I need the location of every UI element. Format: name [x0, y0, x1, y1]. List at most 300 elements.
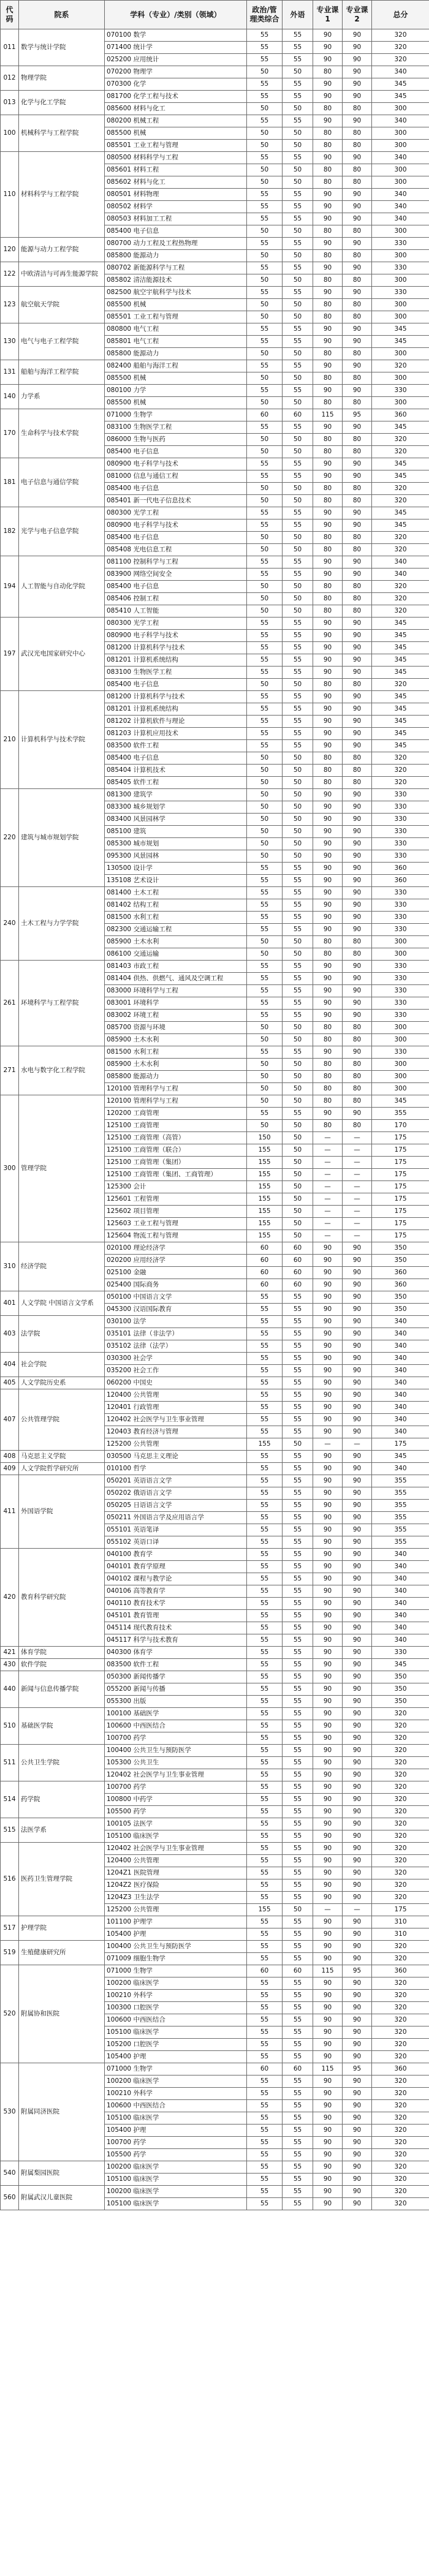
dept-code: 220 [1, 789, 19, 887]
sub1-score: 90 [313, 1941, 343, 1953]
major-name: 中西医结合 [133, 2016, 165, 2023]
dept-code: 517 [1, 1916, 19, 1941]
major-name: 机械工程 [133, 117, 159, 124]
major-cell [105, 1365, 247, 1377]
foreign-score: 50 [283, 1181, 313, 1193]
sub1-score: 80 [313, 434, 343, 446]
foreign-score: 50 [283, 127, 313, 140]
foreign-score: 55 [283, 2014, 313, 2026]
major-name: 工业工程与管理 [133, 1220, 178, 1227]
foreign-score: 55 [283, 1353, 313, 1365]
sub1-score: 80 [313, 446, 343, 458]
major-name: 材料与化工 [133, 178, 165, 186]
major-cell [105, 1708, 247, 1720]
foreign-score: 55 [283, 287, 313, 299]
foreign-score: 50 [283, 434, 313, 446]
major-code: 081403 [107, 962, 132, 970]
total-score: 320 [372, 1843, 429, 1855]
sub2-score: 90 [343, 1255, 372, 1267]
foreign-score: 50 [283, 397, 313, 409]
major-cell [105, 1745, 247, 1757]
major-code: 085300 [107, 840, 132, 847]
total-score: 340 [372, 1573, 429, 1585]
total-score: 340 [372, 1340, 429, 1353]
politics-score: 50 [247, 372, 283, 385]
foreign-score: 60 [283, 1965, 313, 1977]
major-name: 法医学 [133, 1820, 153, 1827]
major-name: 口腔医学 [133, 2004, 159, 2011]
politics-score: 55 [247, 1745, 283, 1757]
table-row [1, 556, 429, 568]
dept-name: 附属武汉儿童医院 [19, 2186, 105, 2210]
major-cell [105, 1438, 247, 1451]
major-cell [105, 78, 247, 91]
major-name: 外国语言学及应用语言学 [133, 1514, 204, 1521]
major-code: 105300 [107, 1759, 132, 1766]
sub2-score: 90 [343, 2051, 372, 2063]
dept-name: 药学院 [19, 1781, 105, 1818]
politics-score: 55 [247, 458, 283, 470]
major-code: 086100 [107, 950, 132, 958]
header-foreign: 外语 [283, 1, 313, 29]
major-name: 电子科学与技术 [133, 460, 178, 467]
sub1-score: 90 [313, 1426, 343, 1438]
sub1-score: 90 [313, 1328, 343, 1340]
major-cell [105, 1181, 247, 1193]
major-name: 光学工程 [133, 509, 159, 516]
major-cell [105, 1120, 247, 1132]
sub1-score: 115 [313, 1965, 343, 1977]
total-score: 300 [372, 140, 429, 152]
table-row [1, 385, 429, 397]
major-cell [105, 752, 247, 765]
major-code: 035200 [107, 1367, 132, 1374]
dept-name: 中欧清洁与可再生能源学院 [19, 262, 105, 287]
foreign-score: 55 [283, 1402, 313, 1414]
foreign-score: 50 [283, 1059, 313, 1071]
major-name: 教育管理 [133, 1612, 159, 1619]
foreign-score: 50 [283, 1157, 313, 1169]
politics-score: 55 [247, 1389, 283, 1402]
sub1-score: 90 [313, 2198, 343, 2210]
major-cell [105, 91, 247, 103]
dept-code: 194 [1, 556, 19, 618]
major-cell [105, 1916, 247, 1928]
major-name: 生物学 [133, 411, 153, 418]
major-cell [105, 2076, 247, 2088]
politics-score: 55 [247, 630, 283, 642]
total-score: 320 [372, 2026, 429, 2039]
major-cell [105, 667, 247, 679]
sub1-score: 90 [313, 1647, 343, 1659]
politics-score: 55 [247, 1536, 283, 1549]
dept-code: 405 [1, 1377, 19, 1389]
sub1-score: 90 [313, 507, 343, 519]
major-cell [105, 274, 247, 287]
major-code: 100600 [107, 1722, 132, 1729]
sub1-score: 90 [313, 789, 343, 801]
major-name: 英语口译 [133, 1538, 159, 1546]
sub1-score: — [313, 1218, 343, 1230]
foreign-score: 50 [283, 483, 313, 495]
politics-score: 50 [247, 176, 283, 189]
header-sub1: 专业课1 [313, 1, 343, 29]
major-cell [105, 1304, 247, 1316]
sub2-score: 80 [343, 679, 372, 691]
major-name: 工业工程与管理 [133, 313, 178, 320]
sub2-score: 80 [343, 532, 372, 544]
dept-name: 法医学系 [19, 1818, 105, 1843]
major-cell [105, 2088, 247, 2100]
politics-score: 50 [247, 483, 283, 495]
total-score: 320 [372, 2137, 429, 2149]
dept-code: 420 [1, 1549, 19, 1647]
sub2-score: 90 [343, 1328, 372, 1340]
major-name: 工业工程与管理 [133, 142, 178, 149]
foreign-score: 55 [283, 863, 313, 875]
sub1-score: 90 [313, 997, 343, 1010]
dept-name: 航空航天学院 [19, 287, 105, 323]
major-cell [105, 495, 247, 507]
sub1-score: 90 [313, 1108, 343, 1120]
total-score: 330 [372, 814, 429, 826]
politics-score: 55 [247, 1512, 283, 1524]
foreign-score: 55 [283, 1598, 313, 1610]
major-code: 085401 [107, 497, 132, 504]
major-name: 医疗保险 [133, 1881, 159, 1889]
total-score: 320 [372, 2161, 429, 2174]
dept-name: 建筑与城市规划学院 [19, 789, 105, 887]
major-cell [105, 1622, 247, 1634]
sub2-score: 90 [343, 2014, 372, 2026]
major-name: 中西医结合 [133, 2102, 165, 2109]
total-score: 330 [372, 789, 429, 801]
total-score: 340 [372, 1598, 429, 1610]
major-code: 095300 [107, 852, 132, 859]
sub1-score: 90 [313, 973, 343, 985]
dept-code: 110 [1, 152, 19, 238]
sub2-score: 90 [343, 1732, 372, 1745]
sub2-score: 90 [343, 973, 372, 985]
sub1-score: 90 [313, 2186, 343, 2198]
foreign-score: 55 [283, 899, 313, 912]
total-score: 320 [372, 1892, 429, 1904]
dept-code: 130 [1, 323, 19, 360]
major-cell [105, 912, 247, 924]
major-name: 物理学 [133, 68, 153, 75]
table-row [1, 618, 429, 630]
major-cell [105, 1230, 247, 1242]
politics-score: 50 [247, 495, 283, 507]
total-score: 320 [372, 581, 429, 593]
foreign-score: 55 [283, 728, 313, 740]
major-name: 理论经济学 [133, 1244, 165, 1252]
politics-score: 50 [247, 814, 283, 826]
politics-score: 155 [247, 1193, 283, 1206]
dept-code: 011 [1, 29, 19, 66]
total-score: 170 [372, 1120, 429, 1132]
sub2-score: 90 [343, 618, 372, 630]
foreign-score: 55 [283, 875, 313, 887]
total-score: 320 [372, 446, 429, 458]
foreign-score: 55 [283, 1291, 313, 1304]
sub2-score: 90 [343, 1843, 372, 1855]
major-cell [105, 1487, 247, 1500]
sub1-score: 90 [313, 1953, 343, 1965]
foreign-score: 55 [283, 115, 313, 127]
politics-score: 55 [247, 1696, 283, 1708]
dept-code: 310 [1, 1242, 19, 1291]
foreign-score: 50 [283, 789, 313, 801]
major-cell [105, 164, 247, 176]
major-code: 100600 [107, 2016, 132, 2023]
major-name: 设计学 [133, 864, 153, 872]
total-score: 360 [372, 863, 429, 875]
major-cell [105, 213, 247, 225]
sub1-score: 80 [313, 1083, 343, 1095]
sub2-score: 90 [343, 1561, 372, 1573]
dept-name: 附属梨园医院 [19, 2161, 105, 2186]
total-score: 345 [372, 654, 429, 667]
sub1-score: 80 [313, 66, 343, 78]
foreign-score: 55 [283, 1892, 313, 1904]
sub2-score: 90 [343, 262, 372, 274]
major-name: 结构工程 [133, 901, 159, 908]
total-score: 300 [372, 397, 429, 409]
total-score: 300 [372, 127, 429, 140]
sub2-score: 90 [343, 997, 372, 1010]
sub2-score: 80 [343, 1095, 372, 1108]
sub2-score: 90 [343, 201, 372, 213]
dept-code: 170 [1, 409, 19, 458]
politics-score: 55 [247, 1855, 283, 1867]
dept-name: 武汉光电国家研究中心 [19, 618, 105, 691]
total-score: 320 [372, 2051, 429, 2063]
politics-score: 55 [247, 1843, 283, 1855]
foreign-score: 55 [283, 703, 313, 716]
major-name: 管理科学与工程 [133, 1085, 178, 1092]
politics-score: 155 [247, 1157, 283, 1169]
sub2-score: 90 [343, 1291, 372, 1304]
major-code: 083400 [107, 815, 132, 823]
major-cell [105, 544, 247, 556]
sub2-score: 90 [343, 1402, 372, 1414]
politics-score: 50 [247, 434, 283, 446]
major-code: 085801 [107, 338, 132, 345]
table-row [1, 789, 429, 801]
foreign-score: 55 [283, 323, 313, 336]
dept-code: 407 [1, 1389, 19, 1451]
politics-score: 55 [247, 997, 283, 1010]
politics-score: 60 [247, 409, 283, 421]
sub1-score: 90 [313, 1818, 343, 1830]
sub1-score: 90 [313, 667, 343, 679]
sub2-score: 90 [343, 189, 372, 201]
foreign-score: 55 [283, 1671, 313, 1683]
sub2-score: 90 [343, 728, 372, 740]
foreign-score: 50 [283, 838, 313, 850]
major-code: 105100 [107, 2114, 132, 2121]
major-code: 105500 [107, 2151, 132, 2158]
politics-score: 55 [247, 54, 283, 66]
major-cell [105, 605, 247, 618]
major-code: 040106 [107, 1587, 132, 1595]
foreign-score: 50 [283, 1083, 313, 1095]
politics-score: 55 [247, 78, 283, 91]
politics-score: 55 [247, 1291, 283, 1304]
sub2-score: 80 [343, 936, 372, 948]
sub2-score: 90 [343, 1414, 372, 1426]
major-code: 100600 [107, 2102, 132, 2109]
major-name: 新能源科学与工程 [133, 264, 185, 271]
major-name: 中药学 [133, 1796, 153, 1803]
sub2-score: 90 [343, 1781, 372, 1794]
total-score: 320 [372, 679, 429, 691]
major-name: 能源动力 [133, 350, 159, 357]
foreign-score: 55 [283, 691, 313, 703]
sub1-score: 90 [313, 691, 343, 703]
sub1-score: — [313, 1904, 343, 1916]
major-code: 125602 [107, 1207, 132, 1215]
total-score: 320 [372, 2014, 429, 2026]
major-name: 行政管理 [133, 1403, 159, 1411]
table-row [1, 1377, 429, 1389]
major-code: 100400 [107, 1943, 132, 1950]
major-cell [105, 850, 247, 863]
major-cell [105, 1475, 247, 1487]
total-score: 175 [372, 1438, 429, 1451]
total-score: 340 [372, 66, 429, 78]
politics-score: 55 [247, 1916, 283, 1928]
politics-score: 55 [247, 1867, 283, 1879]
total-score: 320 [372, 483, 429, 495]
major-name: 药学 [133, 1808, 146, 1815]
politics-score: 55 [247, 470, 283, 483]
sub2-score: 90 [343, 826, 372, 838]
major-cell [105, 1867, 247, 1879]
sub1-score: 90 [313, 238, 343, 250]
sub1-score: 80 [313, 765, 343, 777]
politics-score: 50 [247, 397, 283, 409]
foreign-score: 50 [283, 544, 313, 556]
politics-score: 55 [247, 1328, 283, 1340]
major-code: 070300 [107, 80, 132, 88]
major-cell [105, 532, 247, 544]
politics-score: 55 [247, 691, 283, 703]
major-code: 081700 [107, 93, 132, 100]
foreign-score: 55 [283, 2002, 313, 2014]
sub2-score: 90 [343, 1573, 372, 1585]
politics-score: 55 [247, 985, 283, 997]
total-score: 320 [372, 2002, 429, 2014]
sub2-score: 90 [343, 115, 372, 127]
sub1-score: — [313, 1193, 343, 1206]
table-row [1, 1745, 429, 1757]
dept-code: 182 [1, 507, 19, 556]
major-name: 社会医学与卫生事业管理 [133, 1771, 204, 1778]
major-name: 护理学 [133, 1918, 153, 1925]
major-cell [105, 1267, 247, 1279]
politics-score: 55 [247, 1487, 283, 1500]
total-score: 320 [372, 1867, 429, 1879]
major-name: 卫生法学 [133, 1894, 159, 1901]
politics-score: 55 [247, 667, 283, 679]
sub1-score: 90 [313, 2026, 343, 2039]
politics-score: 55 [247, 2026, 283, 2039]
politics-score: 50 [247, 140, 283, 152]
dept-name: 生命科学与技术学院 [19, 409, 105, 458]
sub2-score: 90 [343, 642, 372, 654]
sub2-score: 90 [343, 1879, 372, 1892]
major-cell [105, 1291, 247, 1304]
major-code: 080900 [107, 460, 132, 467]
sub2-score: 90 [343, 1108, 372, 1120]
foreign-score: 55 [283, 1953, 313, 1965]
major-code: 080100 [107, 387, 132, 394]
sub1-score: 90 [313, 360, 343, 372]
politics-score: 50 [247, 164, 283, 176]
sub2-score: 95 [343, 2063, 372, 2076]
major-name: 软件工程 [133, 779, 159, 786]
sub2-score: 80 [343, 605, 372, 618]
foreign-score: 55 [283, 1340, 313, 1353]
politics-score: 55 [247, 2088, 283, 2100]
sub1-score: 90 [313, 42, 343, 54]
major-name: 哲学 [133, 1465, 146, 1472]
sub1-score: 80 [313, 250, 343, 262]
total-score: 320 [372, 1732, 429, 1745]
major-code: 060200 [107, 1379, 132, 1386]
major-name: 电子信息 [133, 681, 159, 688]
politics-score: 50 [247, 581, 283, 593]
major-name: 机械 [133, 301, 146, 308]
foreign-score: 55 [283, 2088, 313, 2100]
major-code: 085400 [107, 754, 132, 761]
sub2-score: 90 [343, 2088, 372, 2100]
major-cell [105, 66, 247, 78]
sub1-score: 90 [313, 1867, 343, 1879]
sub2-score: 80 [343, 1059, 372, 1071]
major-code: 083100 [107, 668, 132, 676]
politics-score: 55 [247, 2076, 283, 2088]
sub1-score: 80 [313, 103, 343, 115]
major-cell [105, 1340, 247, 1353]
dept-code: 510 [1, 1708, 19, 1745]
major-name: 社会医学与卫生事业管理 [133, 1416, 204, 1423]
dept-name: 环境科学与工程学院 [19, 961, 105, 1046]
major-cell [105, 323, 247, 336]
major-cell [105, 789, 247, 801]
foreign-score: 55 [283, 1659, 313, 1671]
major-code: 085400 [107, 448, 132, 455]
major-code: 085900 [107, 1036, 132, 1043]
table-row [1, 1475, 429, 1487]
major-cell [105, 385, 247, 397]
major-name: 机械 [133, 129, 146, 137]
sub2-score: 90 [343, 1463, 372, 1475]
major-name: 临床医学 [133, 2175, 159, 2183]
total-score: 340 [372, 1585, 429, 1598]
major-name: 水利工程 [133, 1048, 159, 1056]
major-code: 082500 [107, 289, 132, 296]
sub2-score: 90 [343, 42, 372, 54]
foreign-score: 55 [283, 2112, 313, 2125]
major-code: 081100 [107, 558, 132, 565]
total-score: 340 [372, 1634, 429, 1647]
major-name: 社会工作 [133, 1367, 159, 1374]
sub2-score: 90 [343, 519, 372, 532]
politics-score: 55 [247, 507, 283, 519]
